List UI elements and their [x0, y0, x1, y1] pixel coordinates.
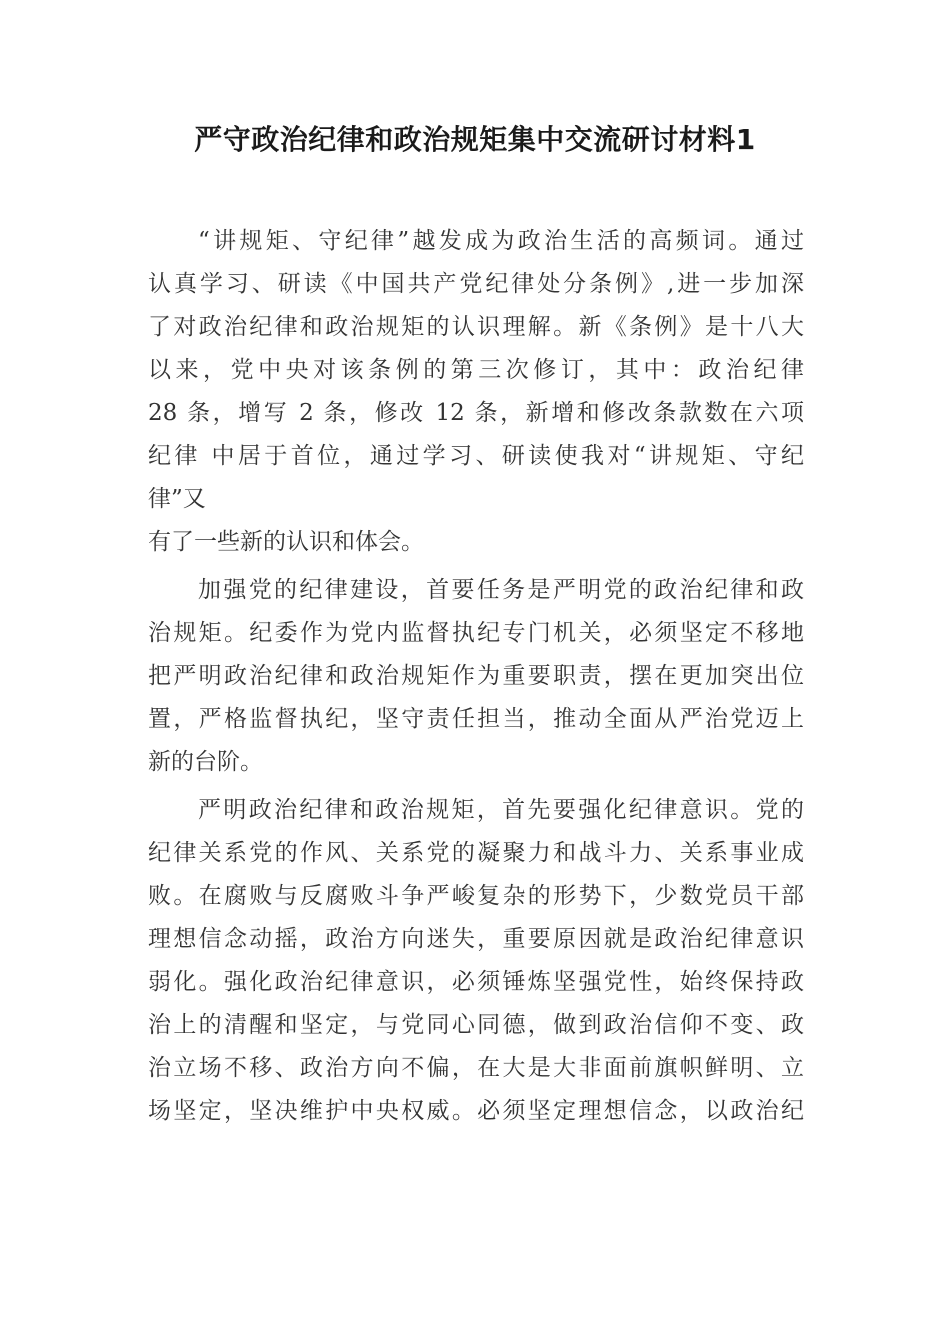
paragraph-1-line-6: 纪律 中居于首位，通过学习、研读使我对“讲规矩、守纪	[148, 443, 804, 469]
paragraph-3-line-4: 理想信念动摇，政治方向迷失，重要原因就是政治纪律意识	[148, 926, 804, 952]
paragraph-1-line-8: 有了一些新的认识和体会。	[148, 529, 424, 555]
paragraph-3-line-2: 纪律关系党的作风、关系党的凝聚力和战斗力、关系事业成	[148, 840, 804, 866]
page-title: 严守政治纪律和政治规矩集中交流研讨材料1	[194, 123, 756, 156]
paragraph-2-line-1: 加强党的纪律建设，首要任务是严明党的政治纪律和政	[198, 577, 804, 603]
paragraph-3-line-3: 败。在腐败与反腐败斗争严峻复杂的形势下，少数党员干部	[148, 883, 804, 909]
paragraph-1-line-1: “讲规矩、守纪律”越发成为政治生活的高频词。通过	[198, 228, 804, 254]
paragraph-1-line-3: 了对政治纪律和政治规矩的认识理解。新《条例》是十八大	[148, 314, 804, 340]
paragraph-1-line-7: 律”又	[148, 486, 206, 512]
paragraph-2-line-2: 治规矩。纪委作为党内监督执纪专门机关，必须坚定不移地	[148, 620, 804, 646]
paragraph-2-line-3: 把严明政治纪律和政治规矩作为重要职责，摆在更加突出位	[148, 663, 804, 689]
paragraph-3-line-8: 场坚定，坚决维护中央权威。必须坚定理想信念，以政治纪	[148, 1098, 804, 1124]
paragraph-1-line-5: 28 条，增写 2 条，修改 12 条，新增和修改条款数在六项	[148, 400, 804, 426]
paragraph-3-line-7: 治立场不移、政治方向不偏，在大是大非面前旗帜鲜明、立	[148, 1055, 804, 1081]
paragraph-3-line-1: 严明政治纪律和政治规矩，首先要强化纪律意识。党的	[198, 797, 804, 823]
paragraph-2-line-5: 新的台阶。	[148, 749, 263, 775]
paragraph-3-line-5: 弱化。强化政治纪律意识，必须锤炼坚强党性，始终保持政	[148, 969, 804, 995]
paragraph-1-line-4: 以来，党中央对该条例的第三次修订，其中：政治纪律	[148, 357, 804, 383]
paragraph-1-line-2: 认真学习、研读《中国共产党纪律处分条例》,进一步加深	[148, 271, 804, 297]
paragraph-3-line-6: 治上的清醒和坚定，与党同心同德，做到政治信仰不变、政	[148, 1012, 804, 1038]
paragraph-2-line-4: 置，严格监督执纪，坚守责任担当，推动全面从严治党迈上	[148, 706, 804, 732]
